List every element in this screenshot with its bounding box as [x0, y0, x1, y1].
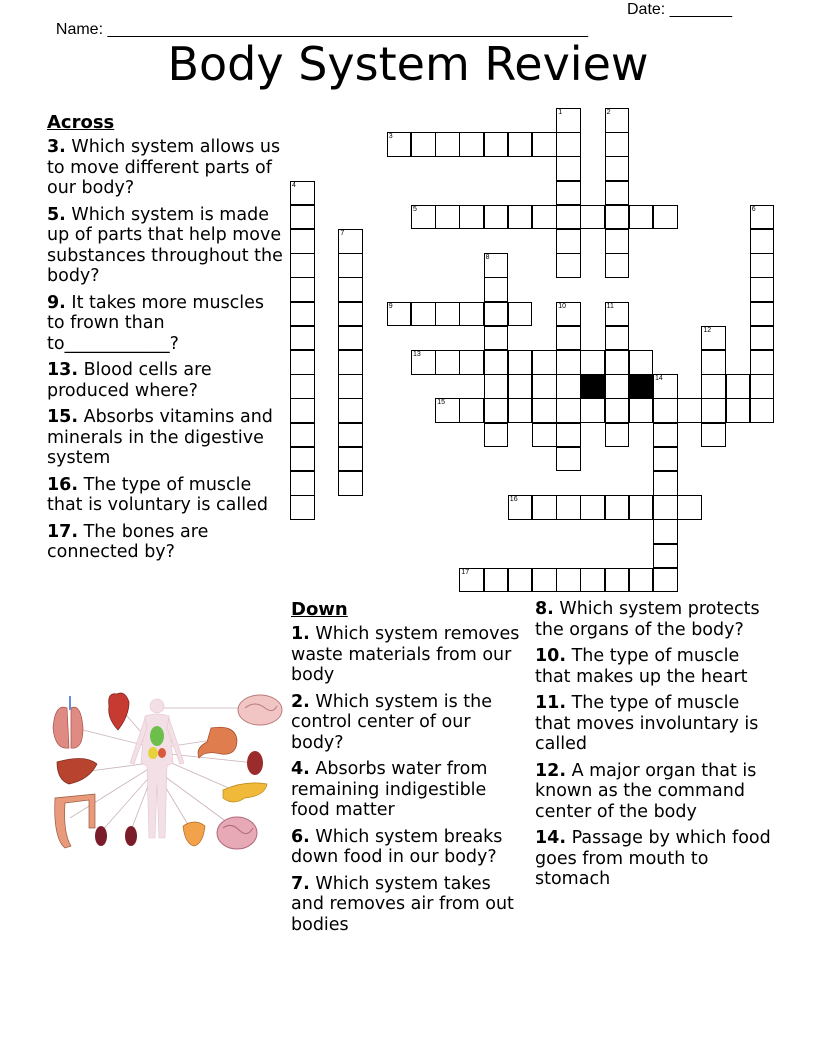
- cell-number: 4: [292, 181, 296, 189]
- crossword-cell[interactable]: [290, 471, 315, 496]
- cell-number: 13: [413, 351, 421, 358]
- crossword-cell[interactable]: [726, 398, 751, 423]
- cell-number: 9: [388, 302, 393, 310]
- clue-text: It takes more muscles to frown than to____________?: [47, 292, 265, 354]
- crossword-cell[interactable]: [750, 350, 775, 375]
- crossword-cell[interactable]: [290, 350, 315, 375]
- crossword-cell[interactable]: [677, 495, 702, 520]
- crossword-cell[interactable]: [556, 326, 581, 351]
- crossword-cell[interactable]: [411, 205, 436, 230]
- crossword-cell[interactable]: [532, 398, 557, 423]
- clue-number: 9.: [47, 292, 66, 313]
- crossword-cell[interactable]: [580, 398, 605, 423]
- down-heading: Down: [291, 599, 348, 620]
- clue-text: Passage by which food goes from mouth to stomach: [535, 828, 771, 889]
- crossword-cell[interactable]: [508, 374, 533, 399]
- crossword-cell[interactable]: [484, 398, 509, 423]
- crossword-cell[interactable]: [605, 326, 630, 351]
- crossword-cell[interactable]: [411, 132, 436, 157]
- crossword-cell[interactable]: [605, 156, 630, 181]
- crossword-cell[interactable]: [556, 495, 581, 520]
- crossword-cell[interactable]: [605, 253, 630, 278]
- crossword-cell[interactable]: [629, 205, 654, 230]
- clue-number: 4.: [291, 759, 310, 779]
- crossword-cell[interactable]: [484, 423, 509, 448]
- crossword-cell[interactable]: [653, 374, 678, 399]
- crossword-cell[interactable]: [435, 132, 460, 157]
- name-label[interactable]: Name: ______________________________________________________: [55, 21, 588, 38]
- clue-number: 10.: [535, 646, 567, 666]
- crossword-cell[interactable]: [484, 302, 509, 327]
- crossword-cell[interactable]: [556, 423, 581, 448]
- clue-text: Which system is made up of parts that help move substances throughout the body?: [47, 204, 283, 286]
- clue-number: 16.: [47, 474, 79, 495]
- crossword-cell[interactable]: [677, 398, 702, 423]
- cell-number: 10: [558, 302, 566, 310]
- down-clue: [535, 599, 775, 640]
- crossword-cell[interactable]: [338, 471, 363, 496]
- crossword-cell[interactable]: [701, 350, 726, 375]
- crossword-cell[interactable]: [532, 495, 557, 520]
- date-label[interactable]: Date: _______: [627, 1, 732, 18]
- crossword-cell[interactable]: [653, 423, 678, 448]
- crossword-cell[interactable]: [556, 302, 581, 327]
- crossword-cell[interactable]: [508, 495, 533, 520]
- clue-number: 7.: [291, 873, 310, 894]
- crossword-cell[interactable]: [338, 398, 363, 423]
- crossword-cell[interactable]: [653, 398, 678, 423]
- clue-text: Which system protects the organs of the body?: [535, 599, 760, 640]
- crossword-cell[interactable]: [605, 132, 630, 157]
- crossword-cell[interactable]: [459, 132, 484, 157]
- crossword-cell[interactable]: [290, 423, 315, 448]
- across-heading: Across: [47, 112, 115, 133]
- crossword-cell[interactable]: [435, 350, 460, 375]
- crossword-cell[interactable]: [508, 350, 533, 375]
- black-square: [629, 374, 654, 399]
- crossword-cell[interactable]: [290, 495, 315, 520]
- cell-number: 6: [751, 205, 756, 213]
- crossword-cell[interactable]: [290, 447, 315, 472]
- crossword-cell[interactable]: [532, 132, 557, 157]
- crossword-cell[interactable]: [387, 132, 412, 157]
- cell-number: 1: [558, 109, 563, 116]
- crossword-cell[interactable]: [556, 253, 581, 278]
- down-clue: [535, 646, 775, 687]
- clue-text: The type of muscle that is voluntary is called: [47, 474, 268, 515]
- cell-number: 3: [388, 133, 393, 141]
- down-clue: [535, 761, 775, 823]
- crossword-cell[interactable]: [580, 495, 605, 520]
- crossword-cell[interactable]: [629, 350, 654, 375]
- page-title: Body System Review: [167, 37, 649, 91]
- crossword-cell[interactable]: [290, 302, 315, 327]
- crossword-cell[interactable]: [556, 108, 581, 133]
- crossword-cell[interactable]: [605, 423, 630, 448]
- crossword-cell[interactable]: [701, 423, 726, 448]
- clue-number: 2.: [291, 691, 310, 712]
- clue-text: The type of muscle that makes up the heart: [535, 646, 748, 687]
- crossword-cell[interactable]: [750, 277, 775, 302]
- crossword-cell[interactable]: [338, 277, 363, 302]
- crossword-cell[interactable]: [653, 471, 678, 496]
- crossword-cell[interactable]: [338, 374, 363, 399]
- crossword-cell[interactable]: [508, 132, 533, 157]
- clue-text: Which system breaks down food in our body?: [291, 826, 503, 867]
- crossword-cell[interactable]: [701, 374, 726, 399]
- clue-number: 6.: [291, 826, 310, 847]
- clue-text: The bones are connected by?: [47, 521, 209, 562]
- clue-number: 5.: [47, 204, 66, 225]
- crossword-cell[interactable]: [338, 229, 363, 254]
- crossword-cell[interactable]: [605, 568, 630, 593]
- crossword-cell[interactable]: [532, 205, 557, 230]
- crossword-cell[interactable]: [532, 568, 557, 593]
- clue-text: Absorbs water from remaining indigestible food matter: [291, 759, 488, 820]
- crossword-cell[interactable]: [290, 326, 315, 351]
- crossword-cell[interactable]: [580, 350, 605, 375]
- clue-number: 8.: [535, 599, 554, 619]
- clue-text: Absorbs vitamins and minerals in the digestive system: [47, 407, 273, 468]
- clue-number: 14.: [535, 828, 567, 848]
- crossword-cell[interactable]: [484, 374, 509, 399]
- crossword-cell[interactable]: [338, 447, 363, 472]
- cell-number: 2: [606, 109, 611, 116]
- down-clue-list-continued: [535, 599, 775, 896]
- clue-number: 3.: [47, 137, 66, 157]
- crossword-cell[interactable]: [387, 302, 412, 327]
- crossword-cell[interactable]: [653, 495, 678, 520]
- clue-text: Blood cells are produced where?: [47, 360, 212, 401]
- crossword-cell[interactable]: [338, 302, 363, 327]
- crossword-cell[interactable]: [484, 350, 509, 375]
- crossword-cell[interactable]: [556, 447, 581, 472]
- crossword-cell[interactable]: [750, 205, 775, 230]
- crossword-cell[interactable]: [605, 205, 630, 230]
- clue-number: 15.: [47, 407, 79, 427]
- crossword-cell[interactable]: [290, 398, 315, 423]
- crossword-cell[interactable]: [556, 181, 581, 206]
- crossword-cell[interactable]: [605, 302, 630, 327]
- cell-number: 14: [655, 375, 663, 383]
- crossword-cell[interactable]: [580, 205, 605, 230]
- body-organs-icon: [45, 688, 285, 858]
- crossword-cell[interactable]: [290, 277, 315, 302]
- cell-number: 15: [437, 399, 445, 407]
- crossword-cell[interactable]: [484, 568, 509, 593]
- crossword-cell[interactable]: [459, 568, 484, 593]
- crossword-cell[interactable]: [605, 108, 630, 133]
- crossword-cell[interactable]: [411, 302, 436, 327]
- cell-number: 5: [413, 205, 417, 213]
- crossword-cell[interactable]: [459, 205, 484, 230]
- crossword-cell[interactable]: [459, 302, 484, 327]
- crossword-cell[interactable]: [508, 205, 533, 230]
- crossword-cell[interactable]: [605, 350, 630, 375]
- clue-text: The type of muscle that moves involuntary is called: [535, 693, 759, 754]
- crossword-cell[interactable]: [290, 374, 315, 399]
- crossword-cell[interactable]: [556, 156, 581, 181]
- crossword-cell[interactable]: [750, 374, 775, 399]
- crossword-cell[interactable]: [508, 398, 533, 423]
- crossword-cell[interactable]: [750, 398, 775, 423]
- down-clue: [291, 827, 527, 868]
- down-clue: [291, 759, 527, 821]
- cell-number: 8: [485, 254, 490, 262]
- crossword-cell[interactable]: [605, 229, 630, 254]
- down-clue: [291, 874, 527, 936]
- clue-number: 17.: [47, 521, 79, 542]
- down-clue: [535, 828, 775, 890]
- crossword-cell[interactable]: [435, 398, 460, 423]
- crossword-cell[interactable]: [338, 326, 363, 351]
- crossword-cell[interactable]: [605, 495, 630, 520]
- crossword-cell[interactable]: [653, 544, 678, 569]
- black-square: [580, 374, 605, 399]
- crossword-cell[interactable]: [653, 447, 678, 472]
- crossword-cell[interactable]: [701, 326, 726, 351]
- crossword-cell[interactable]: [290, 205, 315, 230]
- crossword-cell[interactable]: [290, 181, 315, 206]
- crossword-cell[interactable]: [605, 374, 630, 399]
- clue-text: Which system is the control center of our body?: [291, 691, 493, 753]
- crossword-cell[interactable]: [338, 423, 363, 448]
- crossword-cell[interactable]: [726, 374, 751, 399]
- crossword-cell[interactable]: [508, 568, 533, 593]
- crossword-cell[interactable]: [629, 398, 654, 423]
- crossword-cell[interactable]: [653, 568, 678, 593]
- crossword-cell[interactable]: [338, 350, 363, 375]
- crossword-cell[interactable]: [605, 398, 630, 423]
- down-clue-list: [291, 624, 527, 941]
- clue-number: 1.: [291, 624, 310, 644]
- down-clue: [291, 624, 527, 686]
- crossword-cell[interactable]: [750, 326, 775, 351]
- crossword-cell[interactable]: [653, 205, 678, 230]
- cell-number: 7: [340, 230, 345, 237]
- crossword-cell[interactable]: [750, 253, 775, 278]
- cell-number: 16: [509, 496, 518, 504]
- clue-number: 13.: [47, 360, 79, 380]
- crossword-cell[interactable]: [484, 132, 509, 157]
- crossword-cell[interactable]: [435, 302, 460, 327]
- crossword-cell[interactable]: [484, 253, 509, 278]
- crossword-cell[interactable]: [484, 326, 509, 351]
- crossword-cell[interactable]: [435, 205, 460, 230]
- crossword-cell[interactable]: [532, 350, 557, 375]
- crossword-cell[interactable]: [556, 350, 581, 375]
- crossword-cell[interactable]: [653, 519, 678, 544]
- crossword-cell[interactable]: [459, 350, 484, 375]
- crossword-cell[interactable]: [629, 568, 654, 593]
- crossword-cell[interactable]: [532, 423, 557, 448]
- crossword-cell[interactable]: [338, 253, 363, 278]
- crossword-cell[interactable]: [290, 253, 315, 278]
- crossword-cell[interactable]: [556, 374, 581, 399]
- crossword-cell[interactable]: [750, 302, 775, 327]
- down-clue: [535, 693, 775, 755]
- crossword-cell[interactable]: [556, 568, 581, 593]
- crossword-cell[interactable]: [556, 205, 581, 230]
- cell-number: 17: [461, 568, 470, 576]
- clue-number: 12.: [535, 760, 567, 781]
- crossword-cell[interactable]: [532, 374, 557, 399]
- down-clue: [291, 692, 527, 754]
- crossword-cell[interactable]: [750, 229, 775, 254]
- crossword-cell[interactable]: [701, 398, 726, 423]
- clue-text: Which system takes and removes air from out bodies: [291, 873, 514, 935]
- crossword-cell[interactable]: [484, 277, 509, 302]
- cell-number: 11: [606, 302, 614, 310]
- crossword-cell[interactable]: [484, 205, 509, 230]
- crossword-cell[interactable]: [290, 229, 315, 254]
- crossword-cell[interactable]: [580, 568, 605, 593]
- crossword-cell[interactable]: [508, 302, 533, 327]
- clue-number: 11.: [535, 693, 567, 713]
- clue-text: Which system allows us to move different parts of our body?: [47, 137, 281, 198]
- clue-text: A major organ that is known as the command center of the body: [535, 760, 757, 822]
- crossword-cell[interactable]: [556, 398, 581, 423]
- crossword-cell[interactable]: [605, 181, 630, 206]
- crossword-cell[interactable]: [556, 229, 581, 254]
- crossword-cell[interactable]: [411, 350, 436, 375]
- crossword-cell[interactable]: [629, 495, 654, 520]
- crossword-cell[interactable]: [556, 132, 581, 157]
- cell-number: 12: [703, 326, 712, 334]
- clue-text: Which system removes waste materials from our body: [291, 624, 520, 685]
- crossword-cell[interactable]: [459, 398, 484, 423]
